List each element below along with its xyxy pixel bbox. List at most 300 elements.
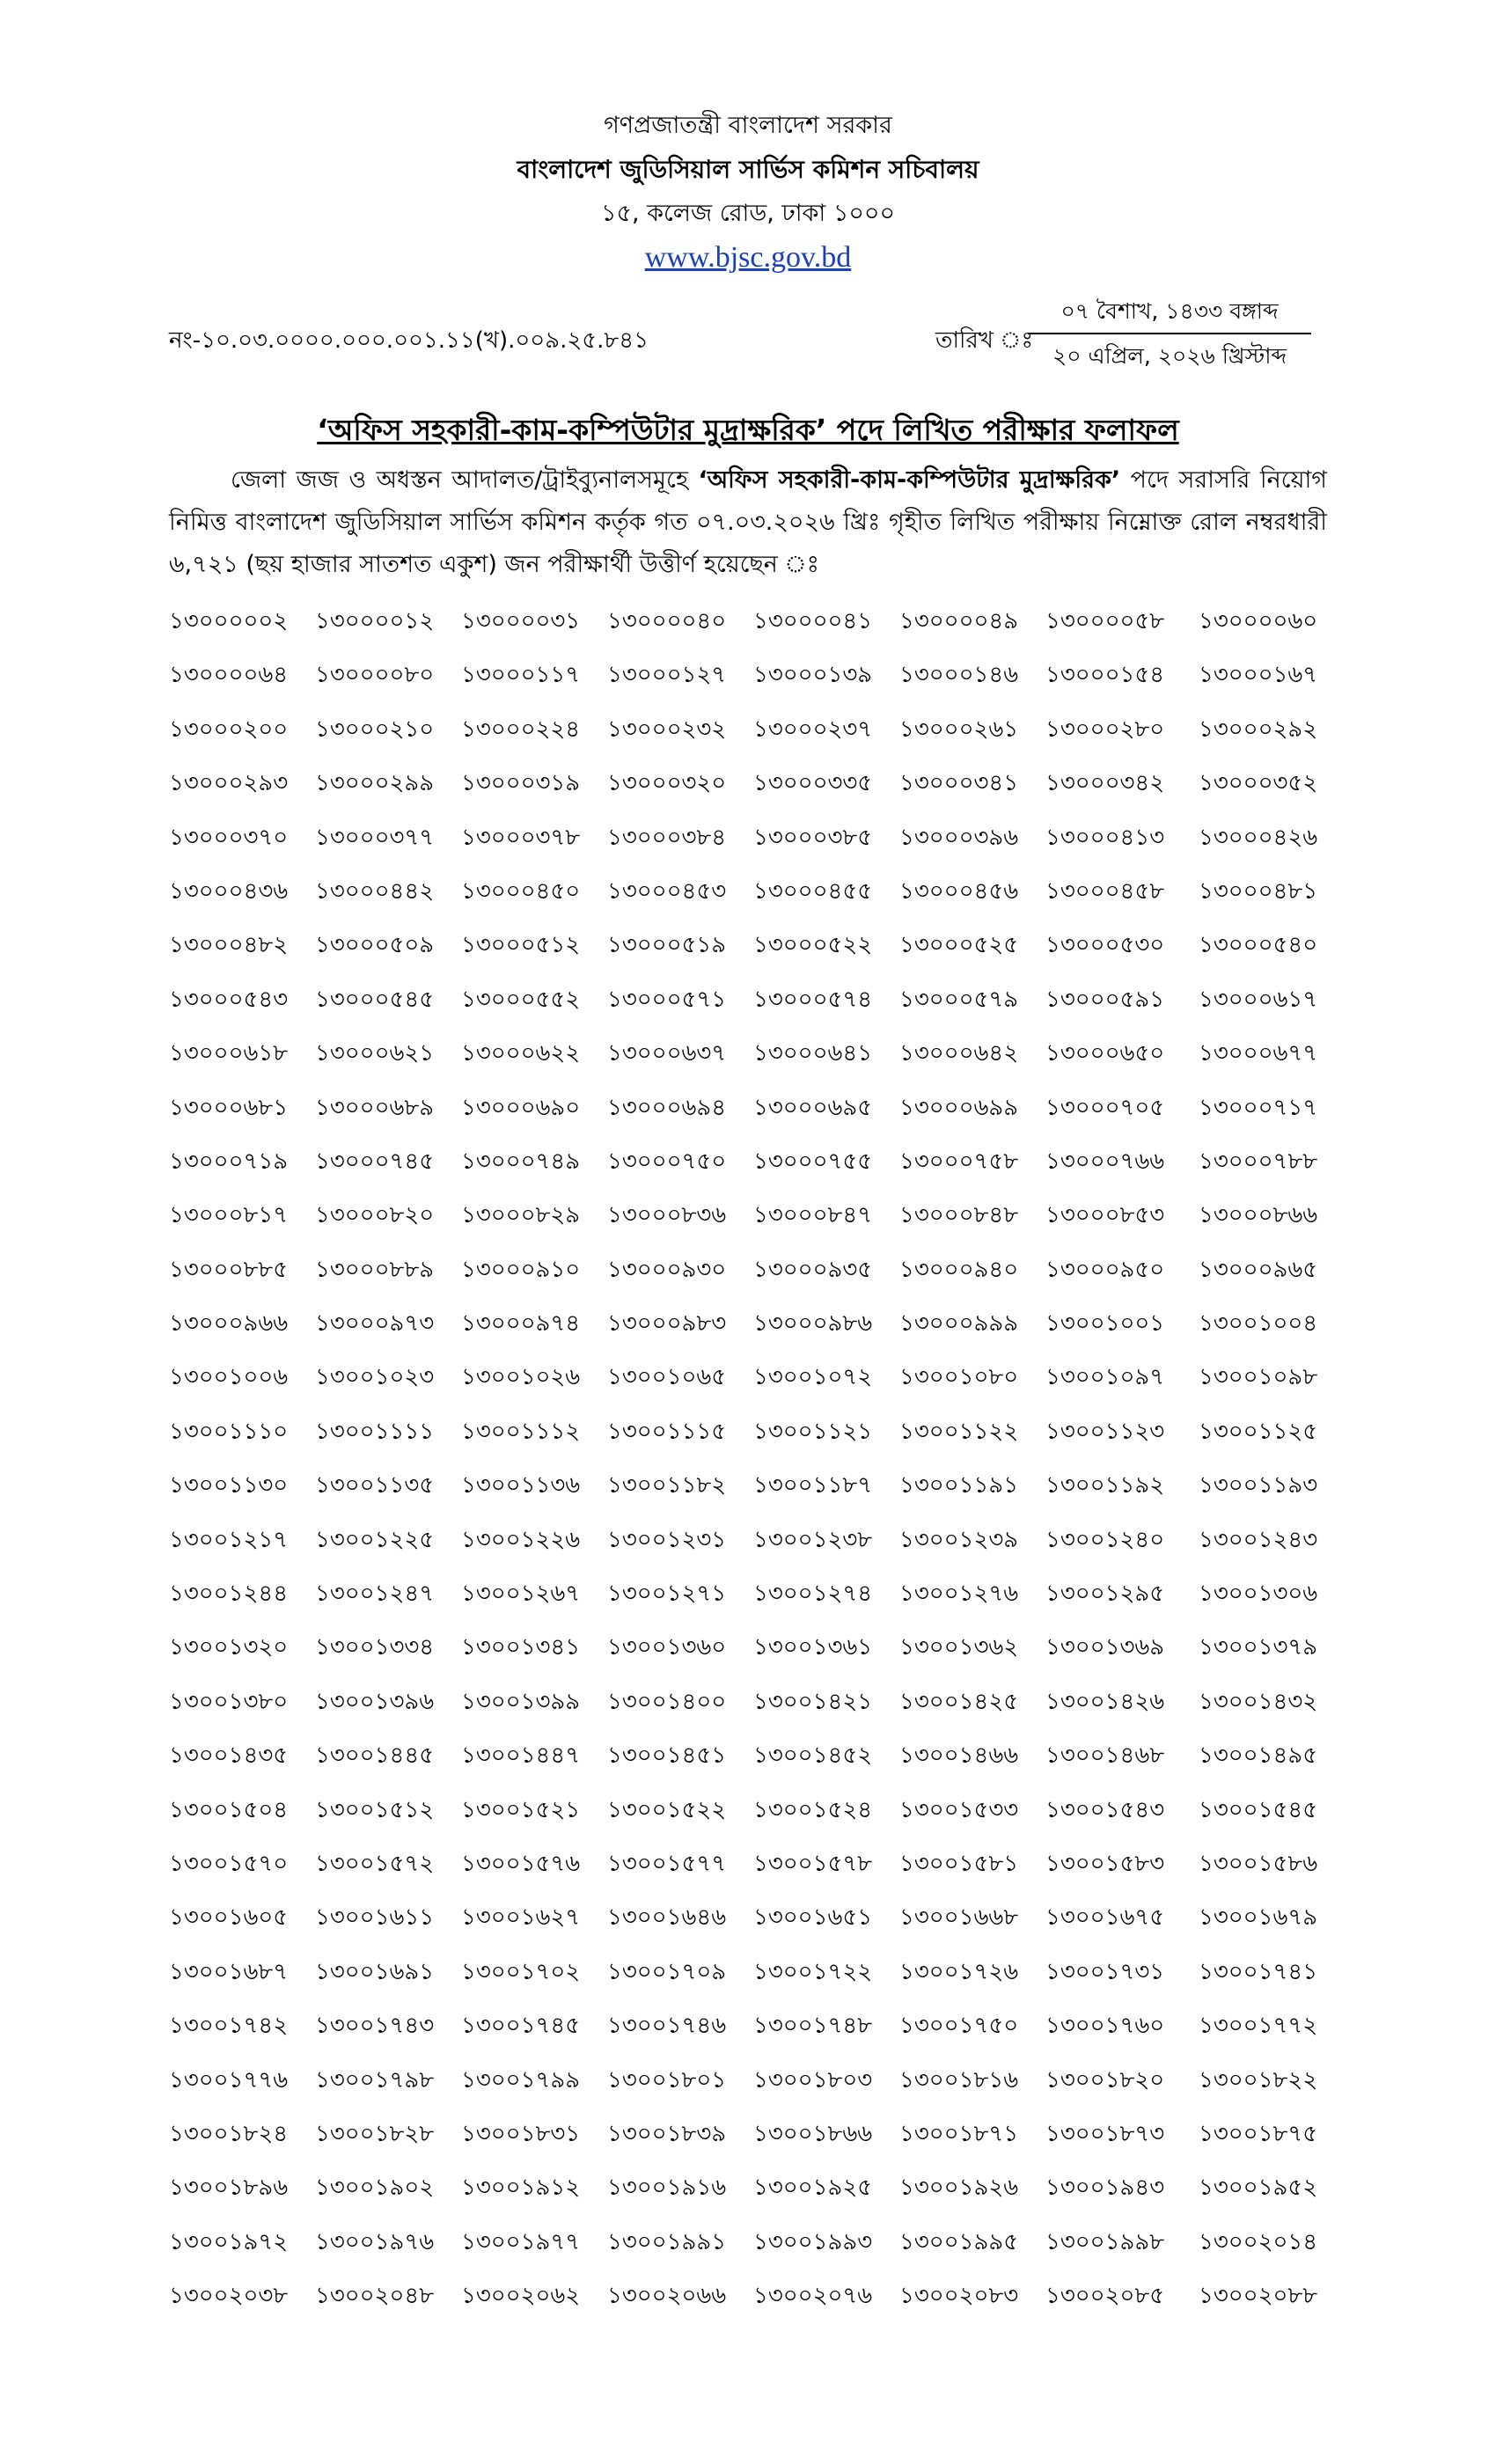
roll-number: ১৩০০১২৬৭ — [461, 1580, 581, 1608]
roll-number: ১৩০০০২৬১ — [899, 715, 1019, 743]
roll-number: ১৩০০১৩৩৪ — [315, 1634, 435, 1661]
roll-number: ১৩০০১৯১৬ — [607, 2174, 727, 2202]
roll-number: ১৩০০০৬৩৭ — [607, 1040, 727, 1067]
roll-number: ১৩০০০৭৬৬ — [1045, 1148, 1165, 1175]
notice-body — [169, 459, 1327, 586]
roll-number: ১৩০০১০০৪ — [1199, 1310, 1318, 1338]
roll-number: ১৩০০১৮২২ — [1199, 2066, 1318, 2094]
roll-row — [169, 1522, 1339, 1576]
roll-number: ১৩০০১১২২ — [899, 1418, 1019, 1445]
roll-number: ১৩০০১১৩৬ — [461, 1472, 581, 1500]
roll-number: ১৩০০০৫৫২ — [461, 986, 581, 1013]
roll-number: ১৩০০১৭৯৯ — [461, 2066, 581, 2094]
roll-number: ১৩০০০৬৪১ — [753, 1040, 873, 1067]
roll-number: ১৩০০১৯৫২ — [1199, 2174, 1318, 2202]
roll-row — [169, 657, 1339, 711]
roll-number: ১৩০০০৬৯৪ — [607, 1094, 727, 1121]
roll-number: ১৩০০০০৪১ — [753, 608, 873, 634]
roll-number: ১৩০০১৭৪৫ — [461, 2013, 581, 2040]
roll-number: ১৩০০১২৩৯ — [899, 1526, 1019, 1553]
roll-number: ১৩০০০০৬৪ — [169, 662, 289, 689]
roll-row — [169, 874, 1339, 928]
roll-number: ১৩০০০৪১৩ — [1045, 824, 1165, 851]
roll-number: ১৩০০১৬৭৫ — [1045, 1904, 1165, 1932]
roll-number: ১৩০০০৩৩৫ — [753, 770, 873, 797]
roll-number: ১৩০০১৩৪১ — [461, 1634, 581, 1661]
roll-number: ১৩০০১০০৬ — [169, 1364, 289, 1391]
roll-number: ১৩০০০৭৪৫ — [315, 1148, 435, 1175]
roll-number: ১৩০০০৯৪০ — [899, 1256, 1019, 1283]
roll-row — [169, 766, 1339, 819]
roll-row — [169, 1630, 1339, 1683]
roll-number: ১৩০০০০০২ — [169, 608, 289, 634]
roll-row — [169, 928, 1339, 981]
roll-number: ১৩০০১৭৪৩ — [315, 2013, 435, 2040]
roll-number: ১৩০০১২১৭ — [169, 1526, 289, 1553]
roll-number: ১৩০০০৯৩৫ — [753, 1256, 873, 1283]
office-name: বাংলাদেশ জুডিসিয়াল সার্ভিস কমিশন সচিবালয় — [517, 155, 979, 184]
body-post-name: ‘অফিস সহকারী-কাম-কম্পিউটার মুদ্রাক্ষরিক’ — [698, 466, 1121, 494]
roll-number: ১৩০০১৩৬১ — [753, 1634, 873, 1661]
roll-row — [169, 1793, 1339, 1846]
roll-number: ১৩০০২০১৪ — [1199, 2228, 1318, 2255]
roll-number: ১৩০০১২২৫ — [315, 1526, 435, 1553]
roll-number: ১৩০০১৯৯১ — [607, 2228, 727, 2255]
roll-row — [169, 820, 1339, 874]
roll-number: ১৩০০১৪০০ — [607, 1688, 727, 1715]
roll-number: ১৩০০০৪৫৬ — [899, 877, 1019, 905]
roll-number: ১৩০০১৯৭৬ — [315, 2228, 435, 2255]
roll-number: ১৩০০০১৩৯ — [753, 662, 873, 689]
roll-number: ১৩০০০৬৯৯ — [899, 1094, 1019, 1121]
roll-number: ১৩০০১৭৪১ — [1199, 1958, 1318, 1985]
roll-number: ১৩০০১৮২৪ — [169, 2120, 289, 2147]
roll-number: ১৩০০১৯২৬ — [899, 2174, 1019, 2202]
roll-number: ১৩০০০৭৫০ — [607, 1148, 727, 1175]
roll-number: ১৩০০০১৪৬ — [899, 662, 1019, 689]
roll-number: ১৩০০০৬২১ — [315, 1040, 435, 1067]
roll-number: ১৩০০১৮৭৩ — [1045, 2120, 1165, 2147]
roll-number: ১৩০০০৫৭৯ — [899, 986, 1019, 1013]
roll-number: ১৩০০০১৫৪ — [1045, 662, 1165, 689]
roll-number: ১৩০০১৩৯৬ — [315, 1688, 435, 1715]
roll-number: ১৩০০০৪২৬ — [1199, 824, 1318, 851]
roll-number: ১৩০০১২৯৫ — [1045, 1580, 1165, 1608]
roll-number: ১৩০০১৯৭৭ — [461, 2228, 581, 2255]
roll-number: ১৩০০১৪২৫ — [899, 1688, 1019, 1715]
roll-number: ১৩০০১৫৭৬ — [461, 1850, 581, 1877]
roll-row — [169, 1036, 1339, 1089]
roll-number: ১৩০০০৫২২ — [753, 932, 873, 959]
roll-row — [169, 604, 1339, 657]
roll-number: ১৩০০০৯৭৪ — [461, 1310, 581, 1338]
roll-number: ১৩০০০৪৩৬ — [169, 877, 289, 905]
date-block — [1028, 290, 1311, 378]
roll-number: ১৩০০১৭০৯ — [607, 1958, 727, 1985]
roll-number: ১৩০০০১৬৭ — [1199, 662, 1318, 689]
roll-number: ১৩০০১১৯৩ — [1199, 1472, 1318, 1500]
roll-number: ১৩০০১২৭১ — [607, 1580, 727, 1608]
roll-number: ১৩০০১৫৭২ — [315, 1850, 435, 1877]
roll-number: ১৩০০০০৫৮ — [1045, 608, 1165, 634]
roll-number: ১৩০০০৮৩৬ — [607, 1202, 727, 1229]
roll-number: ১৩০০১৯৪৩ — [1045, 2174, 1165, 2202]
roll-number: ১৩০০০০৩১ — [461, 608, 581, 634]
roll-number: ১৩০০০০৮০ — [315, 662, 435, 689]
roll-number: ১৩০০০৮৪৮ — [899, 1202, 1019, 1229]
roll-number: ১৩০০২০৪৮ — [315, 2283, 435, 2310]
roll-number: ১৩০০১৪২৬ — [1045, 1688, 1165, 1715]
roll-number: ১৩০০১০২৬ — [461, 1364, 581, 1391]
roll-number: ১৩০০০৭১৭ — [1199, 1094, 1318, 1121]
roll-number: ১৩০০০২৯২ — [1199, 715, 1318, 743]
roll-number: ১৩০০১১৩০ — [169, 1472, 289, 1500]
roll-number: ১৩০০২০৭৬ — [753, 2283, 873, 2310]
roll-row — [169, 2278, 1339, 2332]
roll-number: ১৩০০০৫৪০ — [1199, 932, 1318, 959]
roll-number: ১৩০০০৮২৯ — [461, 1202, 581, 1229]
roll-number: ১৩০০১৭৭৬ — [169, 2066, 289, 2094]
roll-row — [169, 2063, 1339, 2116]
roll-number: ১৩০০১৪৯৫ — [1199, 1742, 1318, 1770]
notice-title — [0, 407, 1496, 457]
roll-number: ১৩০০১৭৪৮ — [753, 2013, 873, 2040]
roll-number: ১৩০০১২২৬ — [461, 1526, 581, 1553]
roll-number: ১৩০০০৯৯৯ — [899, 1310, 1019, 1338]
roll-number: ১৩০০১৪২১ — [753, 1688, 873, 1715]
roll-number: ১৩০০০৬৮৯ — [315, 1094, 435, 1121]
roll-number: ১৩০০০৬৪২ — [899, 1040, 1019, 1067]
roll-number: ১৩০০১১১২ — [461, 1418, 581, 1445]
roll-number: ১৩০০০৫২৫ — [899, 932, 1019, 959]
roll-number: ১৩০০১৮৩৯ — [607, 2120, 727, 2147]
roll-number: ১৩০০১৪৪৭ — [461, 1742, 581, 1770]
office-address: ১৫, কলেজ রোড, ঢাকা ১০০০ — [600, 200, 896, 227]
roll-number: ১৩০০০৮৮৫ — [169, 1256, 289, 1283]
memo-number: নং-১০.০৩.০০০০.০০০.০০১.১১(খ).০০৯.২৫.৮৪১ — [169, 327, 649, 354]
roll-number: ১৩০০১০৮০ — [899, 1364, 1019, 1391]
roll-number: ১৩০০১৯৯৮ — [1045, 2228, 1165, 2255]
roll-number: ১৩০০০৪৫৩ — [607, 877, 727, 905]
roll-number: ১৩০০০৩১৯ — [461, 770, 581, 797]
roll-number: ১৩০০১২৩১ — [607, 1526, 727, 1553]
roll-number: ১৩০০১৭৯৮ — [315, 2066, 435, 2094]
roll-number: ১৩০০০০৪০ — [607, 608, 727, 634]
roll-number: ১৩০০০০৪৯ — [899, 608, 1019, 634]
roll-number: ১৩০০১০২৩ — [315, 1364, 435, 1391]
roll-number: ১৩০০০৮৮৯ — [315, 1256, 435, 1283]
roll-number: ১৩০০০৬১৮ — [169, 1040, 289, 1067]
roll-number: ১৩০০১৫৮১ — [899, 1850, 1019, 1877]
roll-number: ১৩০০০৯৫০ — [1045, 1256, 1165, 1283]
roll-number: ১৩০০২০৮৩ — [899, 2283, 1019, 2310]
body-part-1: জেলা জজ ও অধস্তন আদালত/ট্রাইব্যুনালসমূহে — [231, 466, 699, 494]
roll-number: ১৩০০১৭৪৬ — [607, 2013, 727, 2040]
roll-number: ১৩০০১৯১২ — [461, 2174, 581, 2202]
roll-number: ১৩০০১১৩৫ — [315, 1472, 435, 1500]
roll-row — [169, 1306, 1339, 1360]
roll-number: ১৩০০০৫৭৪ — [753, 986, 873, 1013]
roll-row — [169, 1198, 1339, 1251]
roll-number: ১৩০০০৫৪৫ — [315, 986, 435, 1013]
roll-number: ১৩০০১০৯৭ — [1045, 1364, 1165, 1391]
roll-number: ১৩০০০৮৫৩ — [1045, 1202, 1165, 1229]
roll-number: ১৩০০১৭৪২ — [169, 2013, 289, 2040]
roll-number: ১৩০০১৩৬০ — [607, 1634, 727, 1661]
roll-number: ১৩০০১৩৭৯ — [1199, 1634, 1318, 1661]
roll-row — [169, 2008, 1339, 2062]
roll-number: ১৩০০০৫১৯ — [607, 932, 727, 959]
roll-number: ১৩০০০১১৭ — [461, 662, 581, 689]
roll-number: ১৩০০১৭৬০ — [1045, 2013, 1165, 2040]
roll-number: ১৩০০১৫৭০ — [169, 1850, 289, 1877]
roll-number: ১৩০০০৯৮৩ — [607, 1310, 727, 1338]
roll-number: ১৩০০০৪৫৮ — [1045, 877, 1165, 905]
roll-number: ১৩০০১৩২০ — [169, 1634, 289, 1661]
roll-number: ১৩০০০৯৭৩ — [315, 1310, 435, 1338]
roll-number: ১৩০০১৭৭২ — [1199, 2013, 1318, 2040]
roll-number: ১৩০০১১৯১ — [899, 1472, 1019, 1500]
roll-number: ১৩০০০৩৪২ — [1045, 770, 1165, 797]
roll-row — [169, 1468, 1339, 1522]
roll-number: ১৩০০১৭৫০ — [899, 2013, 1019, 2040]
roll-number: ১৩০০১৫২২ — [607, 1796, 727, 1823]
roll-number: ১৩০০১৮২০ — [1045, 2066, 1165, 2094]
roll-number: ১৩০০২০৬৬ — [607, 2283, 727, 2310]
roll-number: ১৩০০১৬৪৬ — [607, 1904, 727, 1932]
roll-row — [169, 712, 1339, 766]
roll-number: ১৩০০১৮৯৬ — [169, 2174, 289, 2202]
roll-number: ১৩০০১২৪৭ — [315, 1580, 435, 1608]
roll-number: ১৩০০২০৬২ — [461, 2283, 581, 2310]
roll-number: ১৩০০১৪৫১ — [607, 1742, 727, 1770]
roll-number: ১৩০০১৬৫১ — [753, 1904, 873, 1932]
roll-number: ১৩০০১৫২১ — [461, 1796, 581, 1823]
letterhead — [0, 104, 1496, 280]
roll-number: ১৩০০০২৩২ — [607, 715, 727, 743]
roll-number: ১৩০০১৬২৭ — [461, 1904, 581, 1932]
roll-number: ১৩০০১৬৮৭ — [169, 1958, 289, 1985]
roll-number: ১৩০০১৩৯৯ — [461, 1688, 581, 1715]
roll-number: ১৩০০১৪৩৫ — [169, 1742, 289, 1770]
roll-number: ১৩০০০৮৪৭ — [753, 1202, 873, 1229]
roll-number: ১৩০০১১২১ — [753, 1418, 873, 1445]
roll-number: ১৩০০১১২৫ — [1199, 1418, 1318, 1445]
roll-number: ১৩০০১৮১৬ — [899, 2066, 1019, 2094]
roll-number: ১৩০০১৬৯১ — [315, 1958, 435, 1985]
roll-number: ১৩০০২০৮৫ — [1045, 2283, 1165, 2310]
roll-number: ১৩০০০৩৯৬ — [899, 824, 1019, 851]
roll-row — [169, 1144, 1339, 1198]
roll-number: ১৩০০০৪৮১ — [1199, 877, 1318, 905]
roll-number: ১৩০০১৯৯৩ — [753, 2228, 873, 2255]
roll-number: ১৩০০০৮৬৬ — [1199, 1202, 1318, 1229]
roll-number: ১৩০০১৫৮৩ — [1045, 1850, 1165, 1877]
roll-number: ১৩০০১৫০৪ — [169, 1796, 289, 1823]
roll-number: ১৩০০০৯৬৬ — [169, 1310, 289, 1338]
roll-number: ১৩০০১৭২২ — [753, 1958, 873, 1985]
roll-row — [169, 1414, 1339, 1468]
roll-number: ১৩০০০০৬০ — [1199, 608, 1318, 634]
roll-number: ১৩০০১৪৬৬ — [899, 1742, 1019, 1770]
roll-number: ১৩০০১৭৩১ — [1045, 1958, 1165, 1985]
roll-row — [169, 1360, 1339, 1413]
roll-number: ১৩০০০৮২০ — [315, 1202, 435, 1229]
roll-number: ১৩০০০৮১৭ — [169, 1202, 289, 1229]
roll-number: ১৩০০১৭০২ — [461, 1958, 581, 1985]
roll-number: ১৩০০১৫৩৩ — [899, 1796, 1019, 1823]
roll-number: ১৩০০১৮৭১ — [899, 2120, 1019, 2147]
roll-number: ১৩০০১১১১ — [315, 1418, 435, 1445]
roll-number: ১৩০০১৯২৫ — [753, 2174, 873, 2202]
roll-number: ১৩০০১৫৭৭ — [607, 1850, 727, 1877]
roll-number: ১৩০০০৬৫০ — [1045, 1040, 1165, 1067]
roll-number: ১৩০০২০৮৮ — [1199, 2283, 1318, 2310]
roll-number: ১৩০০০২৮০ — [1045, 715, 1165, 743]
roll-number: ১৩০০০৪৪২ — [315, 877, 435, 905]
roll-number: ১৩০০০৭১৯ — [169, 1148, 289, 1175]
date-english: ২০ এপ্রিল, ২০২৬ খ্রিস্টাব্দ — [1052, 343, 1287, 369]
roll-row — [169, 1738, 1339, 1792]
roll-number: ১৩০০১৭২৬ — [899, 1958, 1019, 1985]
roll-number: ১৩০০১৮৭৫ — [1199, 2120, 1318, 2147]
roll-number: ১৩০০০৪৮২ — [169, 932, 289, 959]
roll-number: ১৩০০১১৯২ — [1045, 1472, 1165, 1500]
roll-number: ১৩০০১৫২৪ — [753, 1796, 873, 1823]
roll-number: ১৩০০১২৭৪ — [753, 1580, 873, 1608]
roll-number: ১৩০০০৬৭৭ — [1199, 1040, 1318, 1067]
notice-title-text: ‘অফিস সহকারী-কাম-কম্পিউটার মুদ্রাক্ষরিক’ পদে লিখিত পরীক্ষার ফলাফল — [317, 413, 1179, 447]
roll-number: ১৩০০১০০১ — [1045, 1310, 1165, 1338]
roll-row — [169, 1090, 1339, 1144]
roll-number: ১৩০০০৯১০ — [461, 1256, 581, 1283]
roll-number: ১৩০০০৪৫০ — [461, 877, 581, 905]
roll-number: ১৩০০১২৪৪ — [169, 1580, 289, 1608]
roll-number: ১৩০০১৪৬৮ — [1045, 1742, 1165, 1770]
roll-number: ১৩০০০৪৫৫ — [753, 877, 873, 905]
roll-number: ১৩০০১৫১২ — [315, 1796, 435, 1823]
roll-number: ১৩০০১৪৩২ — [1199, 1688, 1318, 1715]
roll-number: ১৩০০০২৩৭ — [753, 715, 873, 743]
roll-number: ১৩০০০২৯৯ — [315, 770, 435, 797]
body-part-2: পদে সরাসরি নিয়োগ নিমিত্ত বাংলাদেশ জুডিসিয়াল সার্ভিস কমিশন কর্তৃক গত ০৭.০৩.২০২৬ খ্রিঃ গৃহীত লিখিত পরীক্ষায় নিম্নোক্ত রোল নম্বরধারী ৬,৭২১ (ছয় হাজার সাতশত একুশ) জন পরীক্ষার্থী উত্তীর্ণ হয়েছেন ঃ — [169, 466, 1328, 578]
roll-number: ১৩০০০৫৪৩ — [169, 986, 289, 1013]
roll-number: ১৩০০১৮৩১ — [461, 2120, 581, 2147]
roll-number: ১৩০০০৩৭০ — [169, 824, 289, 851]
roll-number: ১৩০০১৬৭৯ — [1199, 1904, 1318, 1932]
roll-number: ১৩০০১২৪০ — [1045, 1526, 1165, 1553]
roll-row — [169, 2116, 1339, 2170]
roll-number: ১৩০০১৯০২ — [315, 2174, 435, 2202]
roll-number: ১৩০০০৭৪৯ — [461, 1148, 581, 1175]
roll-row — [169, 1954, 1339, 2008]
roll-number: ১৩০০০৩৮৫ — [753, 824, 873, 851]
roll-number: ১৩০০০০১২ — [315, 608, 435, 634]
roll-row — [169, 1900, 1339, 1954]
roll-number: ১৩০০১৩০৬ — [1199, 1580, 1318, 1608]
roll-number: ১৩০০০৬৯০ — [461, 1094, 581, 1121]
roll-number: ১৩০০০৯৩০ — [607, 1256, 727, 1283]
roll-number: ১৩০০১৫৪৩ — [1045, 1796, 1165, 1823]
roll-number: ১৩০০০৬৯৫ — [753, 1094, 873, 1121]
roll-row — [169, 1252, 1339, 1306]
roll-number: ১৩০০০২০০ — [169, 715, 289, 743]
roll-number: ১৩০০১৬১১ — [315, 1904, 435, 1932]
roll-number: ১৩০০০৭৫৮ — [899, 1148, 1019, 1175]
roll-number: ১৩০০১৮৬৬ — [753, 2120, 873, 2147]
roll-number: ১৩০০০৩৫২ — [1199, 770, 1318, 797]
roll-row — [169, 2170, 1339, 2224]
roll-number: ১৩০০১০৭২ — [753, 1364, 873, 1391]
roll-number: ১৩০০০৩৪১ — [899, 770, 1019, 797]
roll-number-grid — [169, 604, 1339, 2333]
roll-number: ১৩০০১৩৬২ — [899, 1634, 1019, 1661]
roll-row — [169, 1846, 1339, 1900]
roll-number: ১৩০০০৫৯১ — [1045, 986, 1165, 1013]
roll-number: ১৩০০০৫১২ — [461, 932, 581, 959]
roll-number: ১৩০০১১১৫ — [607, 1418, 727, 1445]
roll-number: ১৩০০০৭৮৮ — [1199, 1148, 1318, 1175]
roll-number: ১৩০০০৬২২ — [461, 1040, 581, 1067]
roll-number: ১৩০০০৯৮৬ — [753, 1310, 873, 1338]
roll-number: ১৩০০১৮০১ — [607, 2066, 727, 2094]
roll-number: ১৩০০২০৩৮ — [169, 2283, 289, 2310]
roll-row — [169, 2225, 1339, 2278]
roll-number: ১৩০০১৪৪৫ — [315, 1742, 435, 1770]
roll-number: ১৩০০১৫৭৮ — [753, 1850, 873, 1877]
roll-number: ১৩০০১৫৮৬ — [1199, 1850, 1318, 1877]
roll-number: ১৩০০১০৯৮ — [1199, 1364, 1318, 1391]
roll-number: ১৩০০০৩২০ — [607, 770, 727, 797]
roll-number: ১৩০০০৬৮১ — [169, 1094, 289, 1121]
roll-row — [169, 982, 1339, 1036]
roll-row — [169, 1576, 1339, 1630]
roll-number: ১৩০০১৯৭২ — [169, 2228, 289, 2255]
roll-number: ১৩০০১৬০৫ — [169, 1904, 289, 1932]
roll-number: ১৩০০১৮২৮ — [315, 2120, 435, 2147]
roll-number: ১৩০০১৫৪৫ — [1199, 1796, 1318, 1823]
roll-number: ১৩০০১৪৫২ — [753, 1742, 873, 1770]
roll-number: ১৩০০১০৬৫ — [607, 1364, 727, 1391]
roll-number: ১৩০০০৫৩০ — [1045, 932, 1165, 959]
roll-number: ১৩০০০২১০ — [315, 715, 435, 743]
roll-number: ১৩০০০১২৭ — [607, 662, 727, 689]
roll-number: ১৩০০০৩৭৭ — [315, 824, 435, 851]
roll-number: ১৩০০১১৮৭ — [753, 1472, 873, 1500]
roll-row — [169, 1684, 1339, 1738]
roll-number: ১৩০০০৯৬৫ — [1199, 1256, 1318, 1283]
roll-number: ১৩০০১৮০৩ — [753, 2066, 873, 2094]
website-link[interactable]: www.bjsc.gov.bd — [644, 241, 852, 274]
roll-number: ১৩০০০৩৭৮ — [461, 824, 581, 851]
government-name: গণপ্রজাতন্ত্রী বাংলাদেশ সরকার — [604, 112, 892, 139]
roll-number: ১৩০০১১৮২ — [607, 1472, 727, 1500]
roll-number: ১৩০০১২৪৩ — [1199, 1526, 1318, 1553]
roll-number: ১৩০০১২৩৮ — [753, 1526, 873, 1553]
roll-number: ১৩০০০৫৭১ — [607, 986, 727, 1013]
date-label: তারিখ ঃ — [935, 327, 1034, 354]
roll-number: ১৩০০১৬৬৮ — [899, 1904, 1019, 1932]
roll-number: ১৩০০০৭০৫ — [1045, 1094, 1165, 1121]
roll-number: ১৩০০০৩৮৪ — [607, 824, 727, 851]
roll-number: ১৩০০০৭৫৫ — [753, 1148, 873, 1175]
roll-number: ১৩০০১১১০ — [169, 1418, 289, 1445]
roll-number: ১৩০০০৫০৯ — [315, 932, 435, 959]
roll-number: ১৩০০১২৭৬ — [899, 1580, 1019, 1608]
roll-number: ১৩০০০২৯৩ — [169, 770, 289, 797]
roll-number: ১৩০০১৯৯৫ — [899, 2228, 1019, 2255]
date-bangla: ০৭ বৈশাখ, ১৪৩৩ বঙ্গাব্দ — [1028, 290, 1311, 334]
